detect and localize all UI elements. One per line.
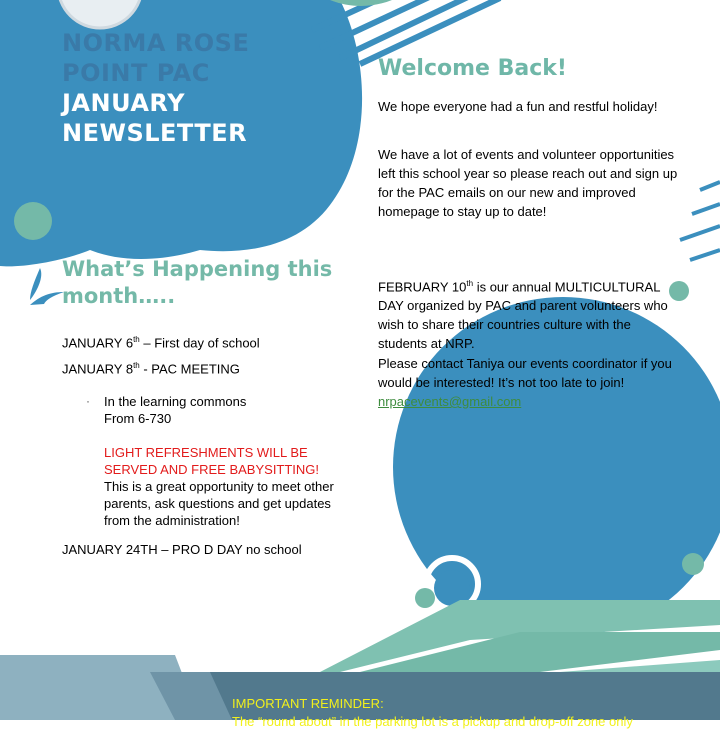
curl-left-2 [30,268,41,300]
event-pac-meeting [62,361,240,376]
teal-stripes-bottom [320,600,720,672]
welcome-heading: Welcome Back! [378,56,567,81]
newsletter-title [62,28,249,148]
stripes-right [680,182,720,260]
multicultural-text: is our annual MULTICULTURAL DAY organized by PAC and parent volunteers who wish to share their countries culture with the students at NRP. [378,279,668,352]
events-email-link[interactable]: nrpacevents@gmail.com [378,394,522,409]
event-pro-d-day: JANUARY 24TH – PRO D DAY no school [62,542,302,557]
event-pac-meeting-suffix: th [133,361,140,370]
reminder-heading: IMPORTANT REMINDER: [232,696,384,711]
multicultural-date-suffix: th [466,279,474,288]
welcome-paragraph-1: We hope everyone had a fun and restful holiday! [378,99,658,114]
title-line-2: POINT PAC [62,59,210,87]
title-line-1: NORMA ROSE [62,29,250,57]
event-pac-meeting-text: - PAC MEETING [139,361,240,377]
meeting-time: From 6-730 [104,411,172,426]
curl-left [30,292,64,305]
happening-heading: What’s Happening this month….. [62,257,333,308]
event-first-day [62,335,260,350]
bullet-marker: · [86,394,90,408]
teal-dot-lower-right [682,553,704,575]
event-first-day-suffix: th [133,335,140,344]
title-line-4: NEWSLETTER [62,119,248,147]
teal-dot-small [415,588,435,608]
welcome-paragraph-2: We have a lot of events and volunteer opportunities left this school year so please reach out and sign up for the PAC emails on our new and improved homepage to stay up to date! [378,147,678,219]
teal-dot-left [14,202,52,240]
meeting-description: This is a great opportunity to meet other parents, ask questions and get updates from the administration! [104,479,334,528]
meeting-location: In the learning commons [104,394,247,409]
event-first-day-date: JANUARY 6 [62,335,134,351]
title-line-3: JANUARY [62,89,185,117]
multicultural-paragraph [378,274,678,353]
meeting-notice: LIGHT REFRESHMENTS WILL BE SERVED AND FREE BABYSITTING! [104,445,320,477]
multicultural-date: FEBRUARY 10 [378,279,467,295]
event-first-day-text: – First day of school [139,335,260,351]
event-pac-meeting-date: JANUARY 8 [62,361,134,377]
contact-text: Please contact Taniya our events coordinator if you would be interested! It’s not too late to join! [378,356,672,390]
reminder-text: The “round about” in the parking lot is a pickup and drop-off zone only [232,714,633,729]
contact-paragraph [378,354,678,411]
